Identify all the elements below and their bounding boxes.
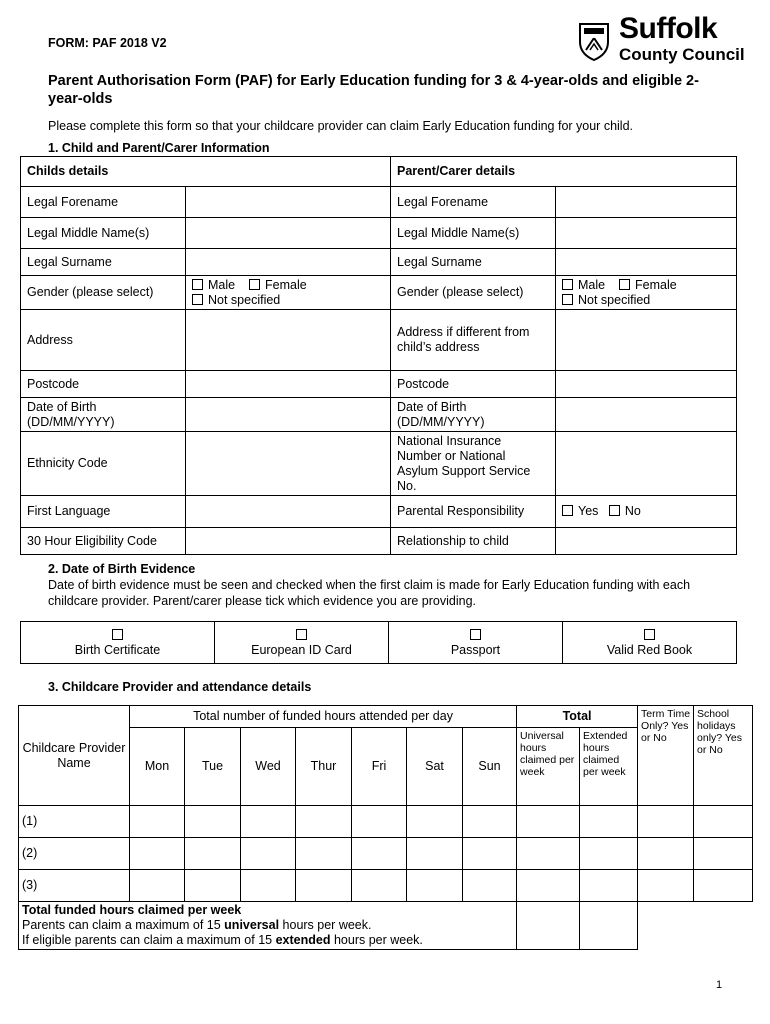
- child-30-hour-code-field[interactable]: [186, 528, 391, 555]
- child-label: Ethnicity Code: [21, 432, 186, 496]
- hours-cell[interactable]: [407, 806, 463, 838]
- section3-heading: 3. Childcare Provider and attendance details: [48, 680, 312, 694]
- european-id-checkbox[interactable]: [296, 629, 307, 640]
- parent-forename-field[interactable]: [556, 187, 737, 218]
- child-label: Date of Birth (DD/MM/YYYY): [21, 398, 186, 432]
- parent-not-specified-checkbox[interactable]: [562, 294, 573, 305]
- parent-label: Date of Birth (DD/MM/YYYY): [391, 398, 556, 432]
- child-gender-options: [186, 276, 391, 310]
- child-forename-field[interactable]: [186, 187, 391, 218]
- hours-cell[interactable]: [130, 806, 185, 838]
- hours-cell[interactable]: [185, 870, 241, 902]
- parent-label: Legal Surname: [391, 249, 556, 276]
- footer-text: hours per week.: [279, 918, 372, 932]
- day-header: Wed: [241, 728, 296, 806]
- child-label: First Language: [21, 496, 186, 528]
- parent-label: National Insurance Number or National Asylum Support Service No.: [391, 432, 556, 496]
- parent-postcode-field[interactable]: [556, 371, 737, 398]
- parent-label: Postcode: [391, 371, 556, 398]
- day-header: Tue: [185, 728, 241, 806]
- hours-cell[interactable]: [352, 838, 407, 870]
- intro-text: Please complete this form so that your childcare provider can claim Early Education funding for your child.: [48, 119, 634, 133]
- hours-cell[interactable]: [296, 870, 352, 902]
- page-number: 1: [716, 979, 723, 991]
- parent-label: Legal Middle Name(s): [391, 218, 556, 249]
- school-holidays-cell[interactable]: [694, 806, 753, 838]
- universal-cell[interactable]: [517, 838, 580, 870]
- footer-emphasis: universal: [224, 918, 280, 932]
- universal-cell[interactable]: [517, 870, 580, 902]
- passport-checkbox[interactable]: [470, 629, 481, 640]
- footer-text: Parents can claim a maximum of 15: [22, 918, 225, 932]
- evidence-passport[interactable]: [389, 622, 563, 664]
- parent-middle-name-field[interactable]: [556, 218, 737, 249]
- evidence-label: Passport: [450, 642, 501, 657]
- parental-responsibility-options: [556, 496, 737, 528]
- form-id: FORM: PAF 2018 V2: [48, 36, 167, 50]
- child-ethnicity-field[interactable]: [186, 432, 391, 496]
- birth-certificate-checkbox[interactable]: [112, 629, 123, 640]
- parent-label: Parental Responsibility: [391, 496, 556, 528]
- hours-cell[interactable]: [185, 806, 241, 838]
- child-first-language-field[interactable]: [186, 496, 391, 528]
- child-label: Legal Middle Name(s): [21, 218, 186, 249]
- yes-label: Yes: [578, 504, 599, 518]
- evidence-label: Valid Red Book: [606, 642, 693, 657]
- child-details-heading: Childs details: [21, 157, 391, 187]
- extended-cell[interactable]: [580, 870, 638, 902]
- child-female-checkbox[interactable]: [249, 279, 260, 290]
- provider-name-header: Childcare Provider Name: [19, 706, 130, 806]
- hours-cell[interactable]: [463, 838, 517, 870]
- hours-per-day-header: Total number of funded hours attended per day: [130, 706, 517, 728]
- child-label: Legal Surname: [21, 249, 186, 276]
- dob-evidence-table: [20, 621, 737, 664]
- attendance-table: [18, 705, 753, 950]
- male-label: Male: [208, 277, 236, 292]
- red-book-checkbox[interactable]: [644, 629, 655, 640]
- parent-male-checkbox[interactable]: [562, 279, 573, 290]
- child-male-checkbox[interactable]: [192, 279, 203, 290]
- relationship-field[interactable]: [556, 528, 737, 555]
- suffolk-logo: [577, 12, 747, 66]
- responsibility-no-checkbox[interactable]: [609, 505, 620, 516]
- child-postcode-field[interactable]: [186, 371, 391, 398]
- parent-gender-options: [556, 276, 737, 310]
- hours-cell[interactable]: [407, 870, 463, 902]
- evidence-red-book[interactable]: [563, 622, 737, 664]
- parent-surname-field[interactable]: [556, 249, 737, 276]
- child-middle-name-field[interactable]: [186, 218, 391, 249]
- child-label: Postcode: [21, 371, 186, 398]
- total-hours-footer: [19, 902, 517, 950]
- term-time-cell[interactable]: [638, 870, 694, 902]
- logo-name: Suffolk: [619, 12, 718, 45]
- parent-label: Legal Forename: [391, 187, 556, 218]
- hours-cell[interactable]: [296, 838, 352, 870]
- page-title: Parent Authorisation Form (PAF) for Early Education funding for 3 & 4-year-olds and eligible 2-year-olds: [48, 73, 699, 107]
- extended-cell[interactable]: [580, 806, 638, 838]
- logo-sub: County Council: [619, 45, 745, 64]
- extended-total-cell[interactable]: [580, 902, 638, 950]
- evidence-european-id[interactable]: [215, 622, 389, 664]
- hours-cell[interactable]: [352, 870, 407, 902]
- section2-heading: 2. Date of Birth Evidence: [48, 562, 196, 576]
- child-label: Address: [21, 310, 186, 371]
- hours-cell[interactable]: [463, 806, 517, 838]
- hours-cell[interactable]: [130, 870, 185, 902]
- provider-row-label: (1): [19, 806, 130, 838]
- hours-cell[interactable]: [241, 806, 296, 838]
- universal-hours-header: Universal hours claimed per week: [517, 728, 580, 806]
- suffolk-crest-icon: [577, 20, 611, 62]
- not-specified-label: Not specified: [208, 292, 281, 307]
- universal-cell[interactable]: [517, 806, 580, 838]
- provider-row-label: (3): [19, 870, 130, 902]
- hours-cell[interactable]: [241, 870, 296, 902]
- day-header: Thur: [296, 728, 352, 806]
- child-not-specified-checkbox[interactable]: [192, 294, 203, 305]
- school-holidays-cell[interactable]: [694, 870, 753, 902]
- footer-emphasis: extended: [275, 933, 331, 947]
- universal-total-cell[interactable]: [517, 902, 580, 950]
- female-label: Female: [635, 277, 677, 292]
- footer-text: If eligible parents can claim a maximum of 15: [22, 933, 276, 947]
- child-dob-field[interactable]: [186, 398, 391, 432]
- child-parent-table: [20, 156, 737, 555]
- extended-cell[interactable]: [580, 838, 638, 870]
- provider-row-label: (2): [19, 838, 130, 870]
- extended-hours-header: Extended hours claimed per week: [580, 728, 638, 806]
- term-time-cell[interactable]: [638, 838, 694, 870]
- hours-cell[interactable]: [463, 870, 517, 902]
- section1-heading: 1. Child and Parent/Carer Information: [48, 141, 270, 155]
- day-header: Mon: [130, 728, 185, 806]
- parent-label: Address if different from child’s address: [391, 310, 556, 371]
- day-header: Sat: [407, 728, 463, 806]
- parent-female-checkbox[interactable]: [619, 279, 630, 290]
- footer-title: Total funded hours claimed per week: [22, 903, 242, 917]
- hours-cell[interactable]: [185, 838, 241, 870]
- parent-address-field[interactable]: [556, 310, 737, 371]
- hours-cell[interactable]: [241, 838, 296, 870]
- not-specified-label: Not specified: [578, 292, 651, 307]
- child-label: 30 Hour Eligibility Code: [21, 528, 186, 555]
- evidence-label: European ID Card: [251, 642, 352, 657]
- term-time-header: Term Time Only? Yes or No: [638, 706, 694, 806]
- evidence-birth-certificate[interactable]: [21, 622, 215, 664]
- parent-details-heading: Parent/Carer details: [391, 157, 737, 187]
- child-surname-field[interactable]: [186, 249, 391, 276]
- hours-cell[interactable]: [130, 838, 185, 870]
- parent-ni-number-field[interactable]: [556, 432, 737, 496]
- parent-label: Relationship to child: [391, 528, 556, 555]
- female-label: Female: [265, 277, 307, 292]
- hours-cell[interactable]: [296, 806, 352, 838]
- day-header: Fri: [352, 728, 407, 806]
- footer-text: hours per week.: [330, 933, 423, 947]
- hours-cell[interactable]: [352, 806, 407, 838]
- school-holidays-cell[interactable]: [694, 838, 753, 870]
- child-address-field[interactable]: [186, 310, 391, 371]
- child-label: Legal Forename: [21, 187, 186, 218]
- hours-cell[interactable]: [407, 838, 463, 870]
- male-label: Male: [578, 277, 606, 292]
- blank-cell: [638, 902, 753, 950]
- day-header: Sun: [463, 728, 517, 806]
- child-label: Gender (please select): [21, 276, 186, 310]
- parent-dob-field[interactable]: [556, 398, 737, 432]
- term-time-cell[interactable]: [638, 806, 694, 838]
- school-holidays-header: School holidays only? Yes or No: [694, 706, 753, 806]
- evidence-label: Birth Certificate: [74, 642, 161, 657]
- no-label: No: [624, 504, 641, 518]
- responsibility-yes-checkbox[interactable]: [562, 505, 573, 516]
- parent-label: Gender (please select): [391, 276, 556, 310]
- section2-body: Date of birth evidence must be seen and checked when the first claim is made for Early Education funding with each childcare provider. Parent/carer please tick which evidence you are providing.: [48, 578, 691, 608]
- total-header: Total: [517, 706, 638, 728]
